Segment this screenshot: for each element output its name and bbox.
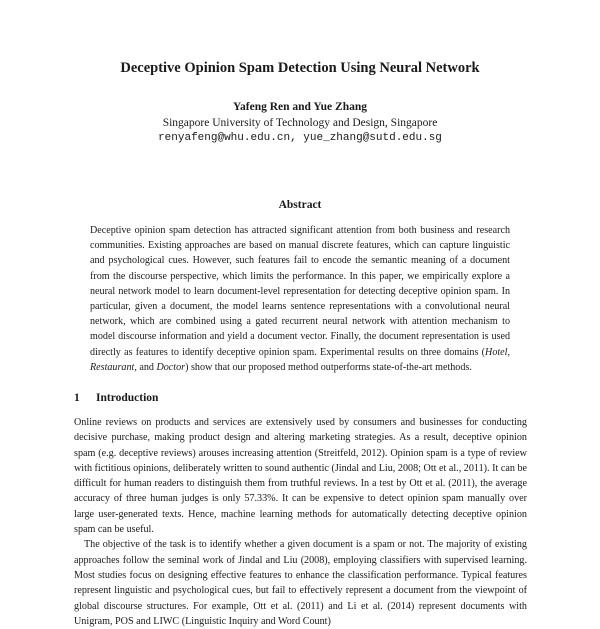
section-number: 1	[74, 392, 80, 404]
paper-title: Deceptive Opinion Spam Detection Using Neural Network	[120, 60, 480, 76]
introduction-paragraph-1: Online reviews on products and services are extensively used by consumers and businesses for conducting decisive purchase, making product design and altering marketing strategies. As a result, deceptive opinion spam (e.g. deceptive reviews) arouses increasing attention (Streitfeld, 2012). Opinion spam is a type of review with fictitious opinions, deliberately written to sound authentic (Jindal and Liu, 2008; Ott et al., 2011). It can be difficult for human readers to distinguish them from truthful reviews. In a test by Ott et al. (2011), the average accuracy of three human judges is only 57.33%. It can be expensive to detect opinion spam manually over large user-generated texts. Hence, machine learning methods for automatically detecting deceptive opinion spam can be useful.	[74, 417, 527, 536]
abstract-heading: Abstract	[278, 199, 322, 211]
introduction-paragraph-2: The objective of the task is to identify whether a given document is a spam or not. The majority of existing approaches follow the seminal work of Jindal and Liu (2008), employing classifiers with supervised learning. Most studies focus on designing effective features to enhance the classification performance. Typical features represent linguistic and psychological cues, but fail to effectively represent a document from the viewpoint of global discourse structures. For example, Ott et al. (2011) and Li et al. (2014) represent documents with Unigram, POS and LIWC (Linguistic Inquiry and Word Count)	[74, 539, 527, 627]
abstract-text	[90, 223, 510, 375]
domain-doctor: Doctor	[156, 361, 186, 373]
author-emails: renyafeng@whu.edu.cn, yue_zhang@sutd.edu.sg	[158, 132, 442, 144]
abstract-separator-1: ,	[507, 346, 510, 358]
section-title: Introduction	[96, 392, 159, 404]
domain-hotel: Hotel	[485, 346, 508, 358]
section-heading-introduction	[74, 392, 158, 404]
abstract-text-part-b: ) show that our proposed method outperforms state-of-the-art methods.	[185, 361, 472, 373]
paper-authors: Yafeng Ren and Yue Zhang	[233, 101, 367, 113]
abstract-separator-2: , and	[134, 361, 157, 373]
abstract-text-part-a: Deceptive opinion spam detection has attracted significant attention from both business and research communities. Existing approaches are based on manual discrete features, which can capture linguistic and psychological cues. However, such features fail to encode the semantic meaning of a document from the discourse perspective, which limits the performance. In this paper, we empirically explore a neural network model to learn document-level representation for detecting deceptive opinion spam. In particular, given a document, the model learns sentence representations with a convolutional neural network, which are combined using a gated recurrent neural network with attention mechanism to model discourse information and yield a document vector. Finally, the document representation is used directly as features to identify deceptive opinion spam. Experimental results on three domains (	[90, 225, 510, 358]
domain-restaurant: Restaurant	[90, 361, 135, 373]
introduction-body	[74, 415, 527, 629]
author-affiliation: Singapore University of Technology and Design, Singapore	[162, 117, 438, 129]
